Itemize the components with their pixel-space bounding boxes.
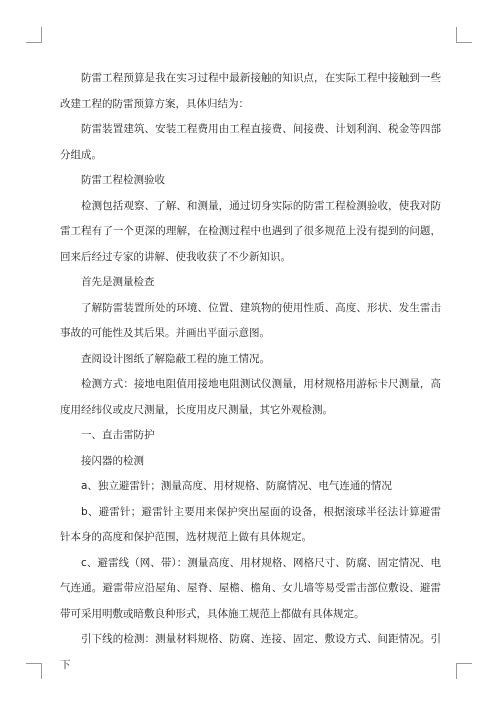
paragraph: 查阅设计图纸了解隐蔽工程的施工情况。 [81,352,270,365]
paragraph: 检测方式：接地电阻值用接地电阻测试仪测量，用材规格用游标卡尺测量，高度用经纬仪或皮尺测量，长度用皮尺测量，其它外观检测。 [60,378,441,416]
paragraph: 防雷装置建筑、安装工程费用由工程直接费、间接费、计划利润、税金等四部分组成。 [60,123,441,161]
list-item: c、避雷线（网、带）：测量高度、用材规格、网格尺寸、防腐、固定情况、电气连通。避雷带应沿屋角、屋脊、屋檐、檐角、女儿墙等易受雷击部位敷设、避雷带可采用明敷或暗敷良种形式，具体施工规范上都做有具体规定。 [60,556,441,620]
paragraph: 引下线的检测：测量材料规格、防腐、连接、固定、敷设方式、间距情况。引下 [60,633,441,671]
section-heading: 一、直击雷防护 [81,429,155,441]
section-heading: 接闪器的检测 [81,454,144,467]
list-item: a、独立避雷针；测量高度、用材规格、防腐情况、电气连通的情况 [81,480,392,492]
crop-mark-bottom-right [456,663,472,679]
section-heading: 首先是测量检查 [81,276,155,288]
section-heading: 防雷工程检测验收 [81,174,165,186]
paragraph: 检测包括观察、了解、和测量，通过切身实际的防雷工程检测验收，使我对防雷工程有了一个更深的理解，在检测过程中也遇到了很多规范上没有提到的问题，回来后经过专家的讲解、使我收获了不少新知识。 [60,199,441,263]
paragraph: 了解防雷装置所处的环境、位置、建筑物的使用性质、高度、形状、发生雷击事故的可能性及其后果。并画出平面示意图。 [60,301,441,339]
paragraph: 防雷工程预算是我在实习过程中最新接触的知识点，在实际工程中接触到一些改建工程的防雷预算方案，具体归结为： [60,72,441,110]
document-body [60,66,441,678]
crop-mark-top-left [26,27,42,43]
list-item: b、避雷针；避雷针主要用来保护突出屋面的设备，根据滚球半径法计算避雷针本身的高度和保护范围，选材规范上做有具体规定。 [60,505,441,543]
crop-mark-bottom-left [26,663,42,679]
crop-mark-top-right [456,27,472,43]
